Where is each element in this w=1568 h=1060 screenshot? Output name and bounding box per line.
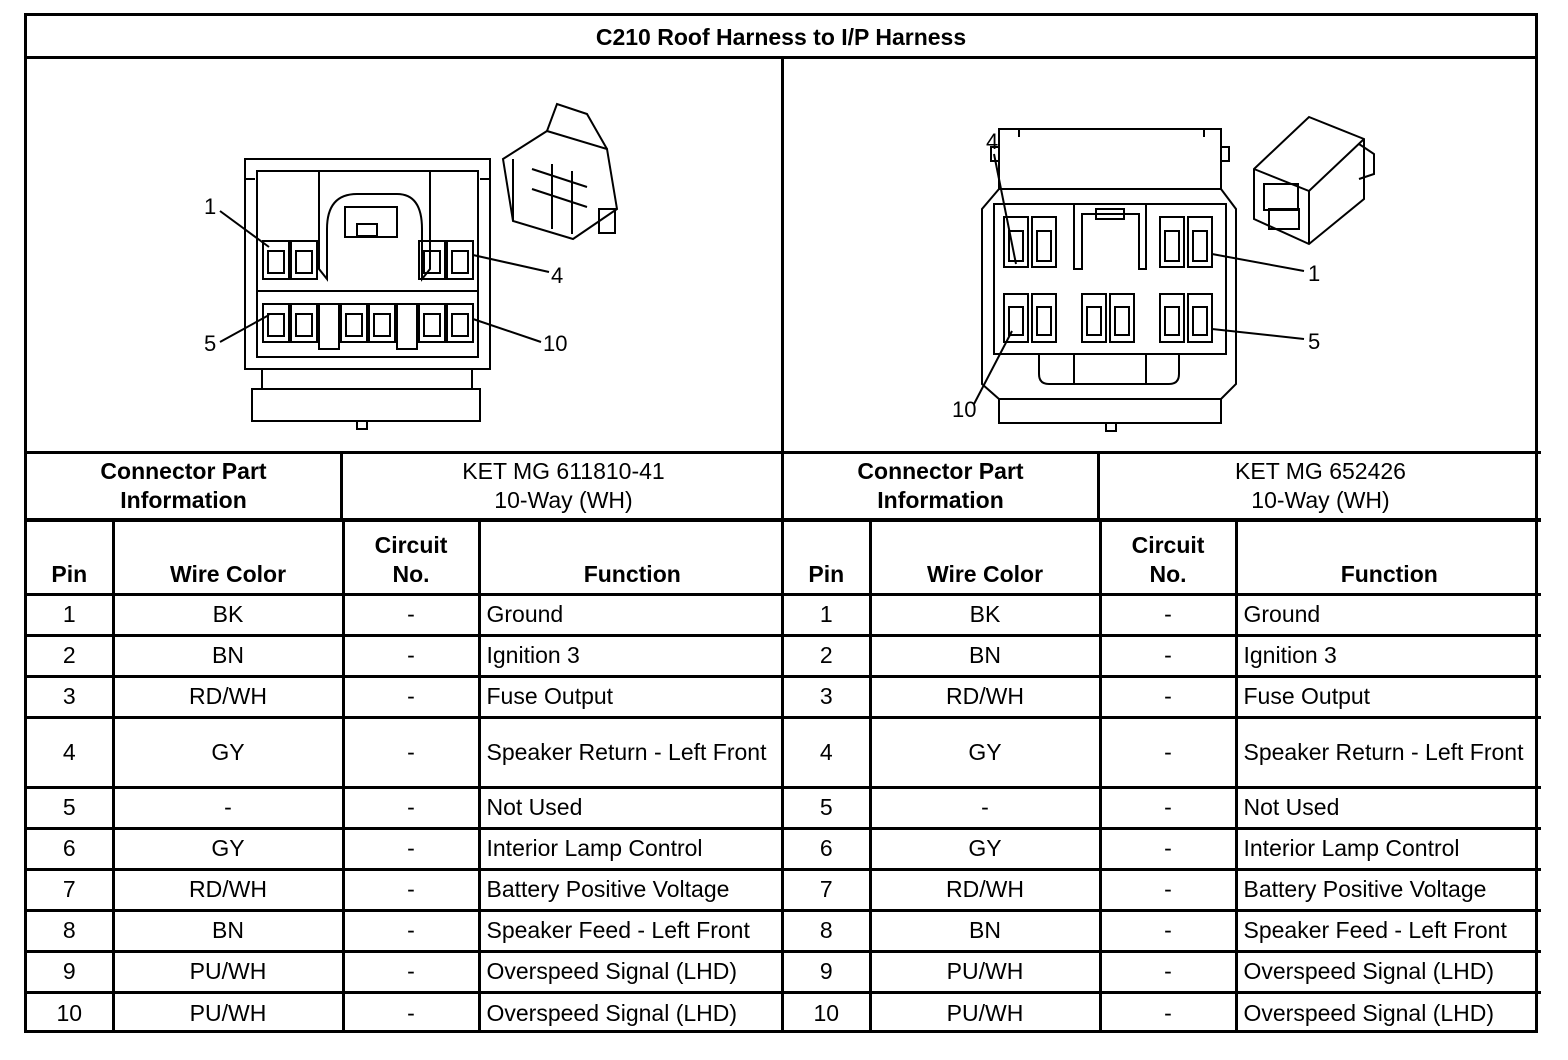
function-cell: Overspeed Signal (LHD) — [479, 951, 784, 992]
function-cell: Not Used — [1236, 787, 1541, 828]
wire-color-cell: PU/WH — [113, 951, 343, 992]
table-row — [27, 869, 784, 910]
pin-cell: 5 — [27, 787, 113, 828]
function-cell: Fuse Output — [1236, 676, 1541, 717]
wire-color-cell: BN — [870, 910, 1100, 951]
wire-color-cell: BN — [113, 635, 343, 676]
right-part-value — [1100, 454, 1541, 518]
circuit-cell: - — [1100, 635, 1236, 676]
function-cell: Battery Positive Voltage — [1236, 869, 1541, 910]
circuit-cell: - — [343, 787, 479, 828]
pin-cell: 9 — [784, 951, 870, 992]
table-row — [784, 594, 1541, 635]
right-part-number: KET MG 652426 — [1235, 458, 1406, 484]
left-part-label — [27, 454, 343, 518]
function-cell: Ground — [479, 594, 784, 635]
right-header-circuit: Circuit No. — [1100, 522, 1236, 594]
table-row — [784, 992, 1541, 1033]
left-callout-5: 5 — [204, 331, 217, 356]
wire-color-cell: GY — [870, 828, 1100, 869]
pin-cell: 2 — [784, 635, 870, 676]
right-connector-panel — [781, 59, 1541, 1030]
circuit-cell: - — [343, 951, 479, 992]
right-connector-drawing — [784, 59, 1541, 454]
wire-color-cell: RD/WH — [870, 869, 1100, 910]
wire-color-cell: - — [113, 787, 343, 828]
circuit-cell: - — [1100, 992, 1236, 1033]
table-row — [784, 869, 1541, 910]
function-cell: Battery Positive Voltage — [479, 869, 784, 910]
pin-cell: 5 — [784, 787, 870, 828]
wire-color-cell: BN — [870, 635, 1100, 676]
function-cell: Overspeed Signal (LHD) — [479, 992, 784, 1033]
right-connector-face-diagram — [784, 59, 1538, 454]
right-header-pin: Pin — [784, 522, 870, 594]
left-part-info-row — [27, 454, 784, 522]
wire-color-cell: PU/WH — [870, 992, 1100, 1033]
circuit-cell: - — [343, 717, 479, 787]
pin-cell: 4 — [784, 717, 870, 787]
wire-color-cell: PU/WH — [113, 992, 343, 1033]
left-table-header — [27, 522, 784, 594]
pin-cell: 4 — [27, 717, 113, 787]
table-row — [27, 787, 784, 828]
circuit-cell: - — [343, 828, 479, 869]
right-callout-10: 10 — [952, 397, 977, 422]
pin-cell: 3 — [27, 676, 113, 717]
function-cell: Speaker Feed - Left Front — [1236, 910, 1541, 951]
table-row — [27, 717, 784, 787]
table-row — [784, 635, 1541, 676]
function-cell: Ignition 3 — [1236, 635, 1541, 676]
left-callout-1: 1 — [204, 194, 217, 219]
pin-cell: 1 — [784, 594, 870, 635]
left-part-number: KET MG 611810-41 — [462, 458, 665, 484]
function-cell: Speaker Feed - Left Front — [479, 910, 784, 951]
left-callout-10: 10 — [543, 331, 568, 356]
circuit-cell: - — [1100, 717, 1236, 787]
left-header-function: Function — [479, 522, 784, 594]
left-pin-table — [27, 522, 784, 1033]
wire-color-cell: RD/WH — [113, 869, 343, 910]
wire-color-cell: GY — [113, 717, 343, 787]
pin-cell: 7 — [784, 869, 870, 910]
pin-cell: 8 — [27, 910, 113, 951]
pin-cell: 9 — [27, 951, 113, 992]
function-cell: Fuse Output — [479, 676, 784, 717]
right-callout-4: 4 — [986, 129, 999, 154]
connector-sheet — [24, 13, 1538, 1033]
table-row — [27, 992, 784, 1033]
circuit-cell: - — [343, 910, 479, 951]
circuit-cell: - — [343, 869, 479, 910]
left-header-pin: Pin — [27, 522, 113, 594]
right-callout-1: 1 — [1308, 261, 1321, 286]
wire-color-cell: BK — [113, 594, 343, 635]
pin-cell: 6 — [784, 828, 870, 869]
function-cell: Speaker Return - Left Front — [1236, 717, 1541, 787]
table-row — [784, 951, 1541, 992]
circuit-cell: - — [1100, 951, 1236, 992]
right-header-function: Function — [1236, 522, 1541, 594]
left-connector-drawing — [27, 59, 784, 454]
right-header-wire-color: Wire Color — [870, 522, 1100, 594]
wire-color-cell: GY — [113, 828, 343, 869]
table-row — [784, 787, 1541, 828]
circuit-cell: - — [1100, 594, 1236, 635]
circuit-cell: - — [1100, 910, 1236, 951]
wire-color-cell: BK — [870, 594, 1100, 635]
table-row — [27, 676, 784, 717]
pin-cell: 3 — [784, 676, 870, 717]
left-part-value — [343, 454, 784, 518]
left-part-desc: 10-Way (WH) — [494, 487, 633, 513]
right-part-desc: 10-Way (WH) — [1251, 487, 1390, 513]
left-connector-panel — [27, 59, 784, 1030]
function-cell: Overspeed Signal (LHD) — [1236, 992, 1541, 1033]
wire-color-cell: RD/WH — [870, 676, 1100, 717]
circuit-cell: - — [1100, 787, 1236, 828]
function-cell: Ignition 3 — [479, 635, 784, 676]
table-row — [27, 951, 784, 992]
table-row — [27, 594, 784, 635]
wire-color-cell: - — [870, 787, 1100, 828]
function-cell: Interior Lamp Control — [479, 828, 784, 869]
left-part-label-line1: Connector Part — [100, 458, 267, 484]
left-callout-4: 4 — [551, 263, 564, 288]
right-table-header — [784, 522, 1541, 594]
wire-color-cell: GY — [870, 717, 1100, 787]
wire-color-cell: PU/WH — [870, 951, 1100, 992]
function-cell: Overspeed Signal (LHD) — [1236, 951, 1541, 992]
function-cell: Not Used — [479, 787, 784, 828]
table-row — [784, 828, 1541, 869]
pin-cell: 10 — [27, 992, 113, 1033]
circuit-cell: - — [1100, 869, 1236, 910]
function-cell: Speaker Return - Left Front — [479, 717, 784, 787]
pin-cell: 7 — [27, 869, 113, 910]
table-row — [784, 910, 1541, 951]
circuit-cell: - — [343, 635, 479, 676]
pin-cell: 10 — [784, 992, 870, 1033]
wire-color-cell: RD/WH — [113, 676, 343, 717]
left-header-wire-color: Wire Color — [113, 522, 343, 594]
left-part-label-line2: Information — [120, 487, 247, 513]
right-part-info-row — [784, 454, 1541, 522]
left-connector-face-diagram — [27, 59, 784, 454]
table-row — [27, 635, 784, 676]
right-part-label — [784, 454, 1100, 518]
table-row — [784, 717, 1541, 787]
pin-cell: 8 — [784, 910, 870, 951]
circuit-cell: - — [343, 676, 479, 717]
table-row — [784, 676, 1541, 717]
page-title: C210 Roof Harness to I/P Harness — [27, 16, 1535, 59]
left-header-circuit: Circuit No. — [343, 522, 479, 594]
circuit-cell: - — [343, 992, 479, 1033]
table-row — [27, 910, 784, 951]
right-part-label-line1: Connector Part — [857, 458, 1024, 484]
function-cell: Ground — [1236, 594, 1541, 635]
right-part-label-line2: Information — [877, 487, 1004, 513]
circuit-cell: - — [343, 594, 479, 635]
circuit-cell: - — [1100, 828, 1236, 869]
pin-cell: 6 — [27, 828, 113, 869]
right-callout-5: 5 — [1308, 329, 1321, 354]
circuit-cell: - — [1100, 676, 1236, 717]
wire-color-cell: BN — [113, 910, 343, 951]
table-row — [27, 828, 784, 869]
right-pin-table — [784, 522, 1541, 1033]
pin-cell: 2 — [27, 635, 113, 676]
function-cell: Interior Lamp Control — [1236, 828, 1541, 869]
pin-cell: 1 — [27, 594, 113, 635]
